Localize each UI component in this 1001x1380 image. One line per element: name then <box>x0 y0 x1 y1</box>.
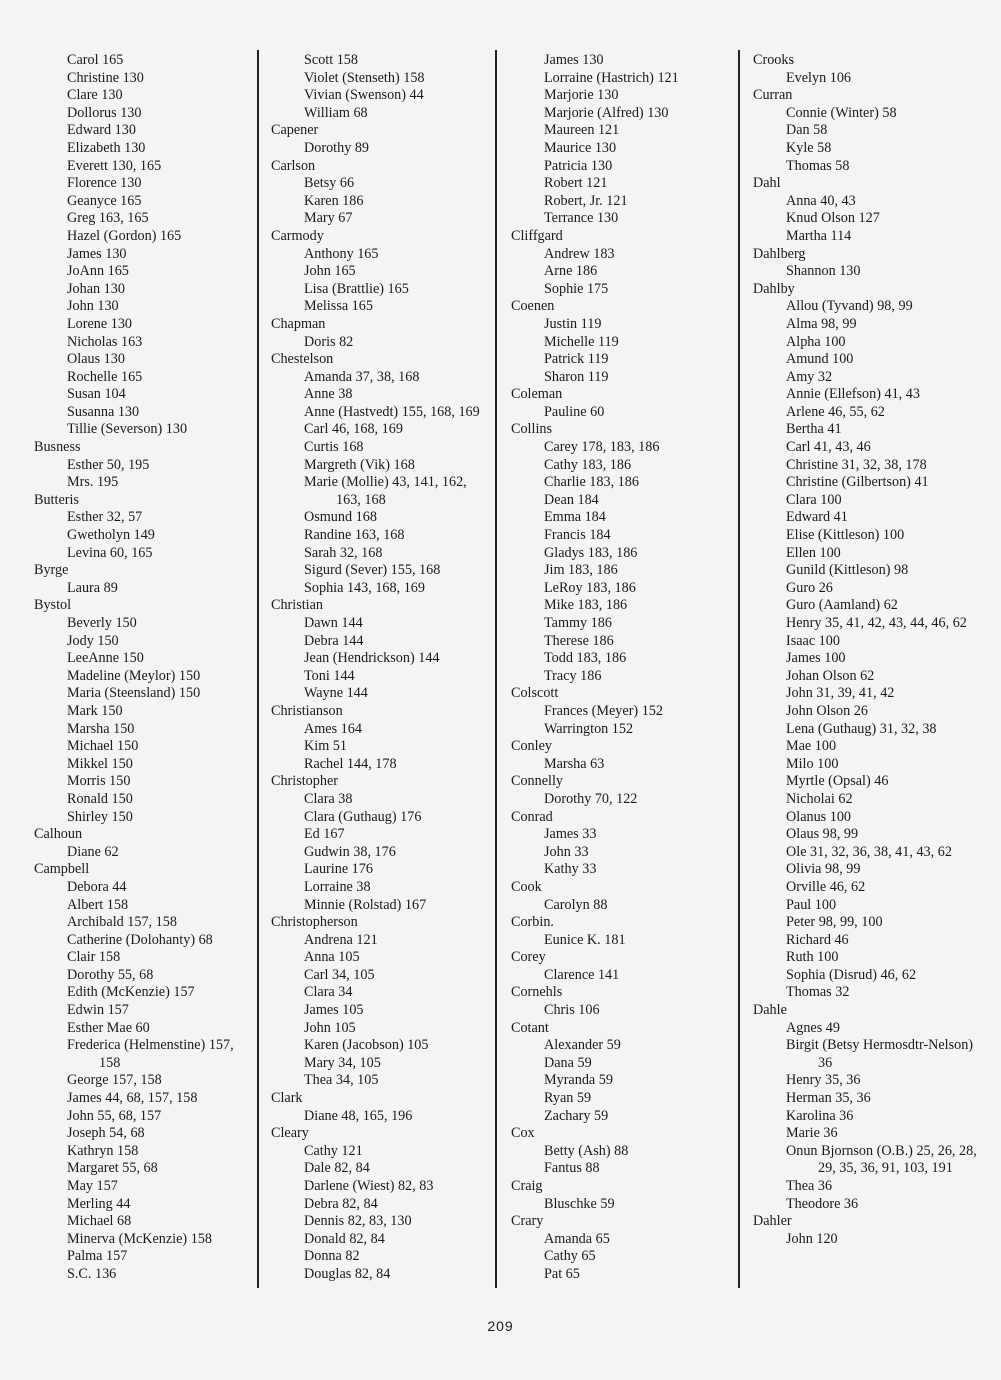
index-entry: Chris 106 <box>544 1002 600 1019</box>
index-entry: Ruth 100 <box>786 949 839 966</box>
index-entry: Paul 100 <box>786 896 837 913</box>
index-entry: Marjorie 130 <box>544 87 619 104</box>
index-entry: Kathryn 158 <box>67 1142 139 1159</box>
index-entry: John 165 <box>304 263 356 280</box>
index-surname: Calhoun <box>34 826 83 843</box>
index-entry: Anne (Hastvedt) 155, 168, 169 <box>304 403 480 420</box>
index-entry: John Olson 26 <box>786 702 868 719</box>
index-entry: Minnie (Rolstad) 167 <box>304 896 427 913</box>
index-entry: Alma 98, 99 <box>786 315 857 332</box>
index-entry: Nicholas 163 <box>67 333 143 350</box>
index-entry: Thomas 32 <box>786 984 850 1001</box>
index-entry: May 157 <box>67 1178 118 1194</box>
index-entry: Gudwin 38, 176 <box>304 843 396 860</box>
index-entry: Patrick 119 <box>544 351 609 368</box>
index-entry: Rachel 144, 178 <box>304 755 397 772</box>
index-entry: Debora 44 <box>67 878 127 895</box>
index-surname: Coenen <box>511 298 555 315</box>
index-entry: LeRoy 183, 186 <box>544 579 636 596</box>
index-surname: Dahlby <box>753 280 795 297</box>
index-entry: Merling 44 <box>67 1195 131 1212</box>
index-entry: Edward 130 <box>67 122 136 139</box>
index-entry: Todd 183, 186 <box>544 650 627 667</box>
index-entry: Florence 130 <box>67 175 142 192</box>
index-entry: Olanus 100 <box>786 808 852 825</box>
index-entry: Sophie 175 <box>544 280 609 297</box>
index-entry: Morris 150 <box>67 773 131 790</box>
index-entry: Sophia (Disrud) 46, 62 <box>786 966 917 983</box>
index-entry: Clara 38 <box>304 790 353 807</box>
index-entry: Marsha 150 <box>67 720 135 737</box>
index-entry: Karolina 36 <box>786 1107 854 1124</box>
index-column-4 <box>753 52 978 1248</box>
index-surname: Butteris <box>34 491 79 508</box>
index-entry: Lena (Guthaug) 31, 32, 38 <box>786 720 937 737</box>
index-entry: Zachary 59 <box>544 1107 609 1124</box>
index-entry: Esther Mae 60 <box>67 1019 150 1036</box>
index-entry: Francis 184 <box>544 527 611 544</box>
index-surname: Christianson <box>271 702 343 719</box>
index-entry: Carol 165 <box>67 52 124 68</box>
index-entry: Palma 157 <box>67 1248 128 1265</box>
index-entry: Mary 34, 105 <box>304 1054 381 1071</box>
index-entry: Scott 158 <box>304 52 358 68</box>
index-entry: Tillie (Severson) 130 <box>67 421 188 438</box>
index-entry: Dean 184 <box>544 491 599 508</box>
index-surname: Cliffgard <box>511 227 563 244</box>
index-entry: Birgit (Betsy Hermosdtr-Nelson) 36 <box>786 1037 974 1071</box>
index-entry: Henry 35, 41, 42, 43, 44, 46, 62 <box>786 615 967 631</box>
index-entry: Johan Olson 62 <box>786 667 875 684</box>
index-entry: LeeAnne 150 <box>67 650 144 667</box>
index-surname: Craig <box>511 1178 543 1194</box>
index-entry: Clair 158 <box>67 949 121 966</box>
index-entry: Sarah 32, 168 <box>304 544 383 561</box>
index-entry: Dennis 82, 83, 130 <box>304 1213 412 1230</box>
index-entry: Martha 114 <box>786 227 852 244</box>
index-entry: Onun Bjornson (O.B.) 25, 26, 28, 29, 35, 36, 91, 103, 191 <box>786 1142 977 1177</box>
index-surname: Chestelson <box>271 351 334 368</box>
index-entry: Christine (Gilbertson) 41 <box>786 474 929 491</box>
index-entry: Clara (Guthaug) 176 <box>304 808 422 825</box>
index-entry: Jody 150 <box>67 632 119 649</box>
index-entry: Pat 65 <box>544 1265 580 1282</box>
index-entry: Minerva (McKenzie) 158 <box>67 1230 212 1247</box>
index-entry: Carolyn 88 <box>544 896 608 913</box>
index-entry: Lorene 130 <box>67 315 133 332</box>
index-entry: Henry 35, 36 <box>786 1072 861 1089</box>
index-entry: Marsha 63 <box>544 755 605 772</box>
index-entry: Arlene 46, 55, 62 <box>786 403 885 420</box>
index-entry: Alexander 59 <box>544 1037 621 1054</box>
index-entry: Terrance 130 <box>544 210 619 227</box>
index-entry: Dana 59 <box>544 1054 592 1071</box>
index-entry: Archibald 157, 158 <box>67 914 177 931</box>
index-entry: Annie (Ellefson) 41, 43 <box>786 386 920 403</box>
index-entry: Violet (Stenseth) 158 <box>304 69 425 86</box>
index-entry: Dale 82, 84 <box>304 1160 370 1177</box>
index-entry: John 31, 39, 41, 42 <box>786 685 895 702</box>
index-entry: Everett 130, 165 <box>67 157 162 174</box>
index-entry: Lorraine (Hastrich) 121 <box>544 69 679 86</box>
index-entry: Jean (Hendrickson) 144 <box>304 650 440 667</box>
index-entry: Dorothy 70, 122 <box>544 790 638 807</box>
index-entry: Diane 48, 165, 196 <box>304 1107 413 1124</box>
index-entry: Edwin 157 <box>67 1002 129 1019</box>
index-entry: Allou (Tyvand) 98, 99 <box>786 298 913 315</box>
index-surname: Bystol <box>34 597 72 614</box>
index-entry: Dorothy 89 <box>304 139 370 156</box>
index-entry: Gladys 183, 186 <box>544 544 638 561</box>
index-surname: Conrad <box>511 808 553 825</box>
index-entry: Marie 36 <box>786 1125 838 1142</box>
index-entry: Cathy 121 <box>304 1142 363 1159</box>
index-surname: Christopherson <box>271 914 358 931</box>
index-entry: Emma 184 <box>544 509 606 526</box>
index-column-1 <box>34 52 249 1284</box>
index-entry: Diane 62 <box>67 843 119 860</box>
index-surname: Cotant <box>511 1019 549 1036</box>
index-surname: Coleman <box>511 386 563 403</box>
index-entry: Olivia 98, 99 <box>786 861 861 878</box>
index-entry: Maureen 121 <box>544 122 620 139</box>
index-entry: Vivian (Swenson) 44 <box>304 87 424 104</box>
index-surname: Colscott <box>511 685 559 702</box>
index-entry: Mary 67 <box>304 210 353 227</box>
index-surname: Capener <box>271 122 319 139</box>
index-entry: Clare 130 <box>67 87 123 104</box>
index-entry: Michelle 119 <box>544 333 619 350</box>
index-entry: Clarence 141 <box>544 966 620 983</box>
index-entry: Toni 144 <box>304 667 355 684</box>
index-entry: Laurine 176 <box>304 861 373 878</box>
index-entry: Cathy 65 <box>544 1248 596 1265</box>
index-entry: Isaac 100 <box>786 632 840 649</box>
index-surname: Collins <box>511 421 552 438</box>
index-entry: James 33 <box>544 826 597 843</box>
index-entry: Donald 82, 84 <box>304 1230 385 1247</box>
index-entry: Frances (Meyer) 152 <box>544 702 663 719</box>
index-entry: Anna 105 <box>304 949 360 966</box>
index-entry: Connie (Winter) 58 <box>786 104 897 121</box>
index-entry: John 120 <box>786 1230 838 1247</box>
index-entry: Nicholai 62 <box>786 790 853 807</box>
index-entry: Ronald 150 <box>67 790 133 807</box>
index-entry: Shirley 150 <box>67 808 133 825</box>
index-entry: Theodore 36 <box>786 1195 859 1212</box>
index-entry: Gunild (Kittleson) 98 <box>786 562 909 579</box>
index-entry: Frederica (Helmenstine) 157, 158 <box>67 1037 234 1071</box>
index-entry: Orville 46, 62 <box>786 878 866 895</box>
index-entry: Elizabeth 130 <box>67 139 146 156</box>
index-entry: Greg 163, 165 <box>67 210 149 227</box>
index-entry: Karen 186 <box>304 192 364 209</box>
index-entry: Carl 41, 43, 46 <box>786 439 871 456</box>
index-entry: Douglas 82, 84 <box>304 1265 391 1282</box>
index-entry: Justin 119 <box>544 315 602 332</box>
index-entry: Anthony 165 <box>304 245 379 262</box>
index-entry: Clara 100 <box>786 491 842 508</box>
index-entry: Kyle 58 <box>786 139 832 156</box>
index-entry: Debra 82, 84 <box>304 1195 378 1212</box>
index-entry: Susan 104 <box>67 386 126 403</box>
index-entry: Mrs. 195 <box>67 474 119 491</box>
index-entry: Thomas 58 <box>786 157 850 174</box>
index-entry: Doris 82 <box>304 333 354 350</box>
index-entry: Jim 183, 186 <box>544 562 618 579</box>
index-entry: Herman 35, 36 <box>786 1090 871 1107</box>
index-entry: Amy 32 <box>786 368 833 385</box>
index-entry: Guro 26 <box>786 579 833 596</box>
column-divider <box>738 50 740 1288</box>
index-entry: S.C. 136 <box>67 1265 117 1282</box>
index-entry: Agnes 49 <box>786 1019 840 1036</box>
index-entry: Wayne 144 <box>304 685 368 702</box>
index-entry: James 100 <box>786 650 846 667</box>
index-surname: Corey <box>511 949 546 966</box>
index-entry: Christine 130 <box>67 69 144 86</box>
index-entry: Debra 144 <box>304 632 364 649</box>
index-entry: Cathy 183, 186 <box>544 456 632 473</box>
index-entry: Marie (Mollie) 43, 141, 162, 163, 168 <box>304 474 467 508</box>
index-entry: James 44, 68, 157, 158 <box>67 1090 198 1107</box>
index-entry: Robert 121 <box>544 175 608 192</box>
index-entry: Margaret 55, 68 <box>67 1160 158 1177</box>
index-entry: Madeline (Meylor) 150 <box>67 667 201 684</box>
index-entry: Mae 100 <box>786 738 837 755</box>
index-entry: Sharon 119 <box>544 368 609 385</box>
index-entry: Robert, Jr. 121 <box>544 192 628 209</box>
index-entry: Tammy 186 <box>544 615 612 631</box>
index-entry: Michael 150 <box>67 738 139 755</box>
index-entry: Anne 38 <box>304 386 353 403</box>
index-entry: Amanda 37, 38, 168 <box>304 368 420 385</box>
index-surname: Carlson <box>271 157 316 174</box>
index-entry: James 130 <box>67 245 127 262</box>
index-entry: Andrew 183 <box>544 245 615 262</box>
index-entry: Dorothy 55, 68 <box>67 966 154 983</box>
index-entry: Amund 100 <box>786 351 854 368</box>
index-entry: Albert 158 <box>67 896 129 913</box>
index-entry: Maurice 130 <box>544 139 617 156</box>
index-entry: Christine 31, 32, 38, 178 <box>786 456 927 473</box>
index-entry: John 105 <box>304 1019 356 1036</box>
index-surname: Byrge <box>34 562 69 579</box>
index-surname: Busness <box>34 439 81 456</box>
index-entry: Mike 183, 186 <box>544 597 628 614</box>
index-entry: Ellen 100 <box>786 544 841 561</box>
index-entry: Clara 34 <box>304 984 353 1001</box>
index-entry: Esther 50, 195 <box>67 456 150 473</box>
index-entry: Betsy 66 <box>304 175 355 192</box>
index-entry: Edward 41 <box>786 509 848 526</box>
index-entry: Thea 34, 105 <box>304 1072 379 1089</box>
index-entry: Dan 58 <box>786 122 828 139</box>
index-entry: James 105 <box>304 1002 364 1019</box>
column-divider <box>495 50 497 1288</box>
index-entry: Evelyn 106 <box>786 69 852 86</box>
index-entry: Karen (Jacobson) 105 <box>304 1037 429 1054</box>
index-entry: Joseph 54, 68 <box>67 1125 145 1142</box>
index-surname: Conley <box>511 738 552 755</box>
index-entry: Randine 163, 168 <box>304 527 405 544</box>
index-entry: Lorraine 38 <box>304 878 371 895</box>
index-surname: Dahle <box>753 1002 787 1019</box>
index-entry: Sophia 143, 168, 169 <box>304 579 425 596</box>
index-entry: Maria (Steensland) 150 <box>67 685 201 702</box>
index-entry: Amanda 65 <box>544 1230 610 1247</box>
column-divider <box>257 50 259 1288</box>
index-entry: Bertha 41 <box>786 421 842 438</box>
index-surname: Connelly <box>511 773 564 790</box>
index-entry: Ed 167 <box>304 826 345 843</box>
index-entry: Fantus 88 <box>544 1160 600 1177</box>
index-entry: Guro (Aamland) 62 <box>786 597 898 614</box>
index-surname: Dahler <box>753 1213 792 1230</box>
index-entry: Anna 40, 43 <box>786 192 856 209</box>
index-entry: Carl 34, 105 <box>304 966 375 983</box>
index-entry: Patricia 130 <box>544 157 613 174</box>
index-entry: Mark 150 <box>67 702 123 719</box>
index-surname: Carmody <box>271 227 324 244</box>
index-entry: Myranda 59 <box>544 1072 613 1089</box>
index-entry: Marjorie (Alfred) 130 <box>544 104 669 121</box>
index-surname: Crary <box>511 1213 544 1230</box>
index-surname: Dahl <box>753 175 781 192</box>
index-surname: Chapman <box>271 315 326 332</box>
index-entry: Warrington 152 <box>544 720 634 737</box>
index-column-3 <box>511 52 731 1284</box>
index-surname: Corbin. <box>511 914 554 931</box>
index-entry: Therese 186 <box>544 632 614 649</box>
index-entry: Carey 178, 183, 186 <box>544 439 660 456</box>
index-surname: Clark <box>271 1090 303 1107</box>
index-column-2 <box>271 52 486 1284</box>
index-entry: Bluschke 59 <box>544 1195 615 1212</box>
index-entry: Dawn 144 <box>304 615 363 631</box>
index-entry: John 33 <box>544 843 589 860</box>
index-entry: Knud Olson 127 <box>786 210 880 227</box>
index-entry: James 130 <box>544 52 604 68</box>
index-entry: Margreth (Vik) 168 <box>304 456 415 473</box>
page-number: 209 <box>487 1318 514 1334</box>
index-entry: Donna 82 <box>304 1248 360 1265</box>
index-entry: Geanyce 165 <box>67 192 142 209</box>
index-entry: John 55, 68, 157 <box>67 1107 162 1124</box>
index-entry: Beverly 150 <box>67 615 137 631</box>
index-entry: Ryan 59 <box>544 1090 592 1107</box>
index-entry: Mikkel 150 <box>67 755 133 772</box>
index-entry: Thea 36 <box>786 1178 833 1194</box>
index-entry: Michael 68 <box>67 1213 132 1230</box>
index-entry: Betty (Ash) 88 <box>544 1142 629 1159</box>
index-entry: Catherine (Dolohanty) 68 <box>67 931 213 948</box>
index-entry: Kim 51 <box>304 738 347 755</box>
index-entry: Tracy 186 <box>544 667 602 684</box>
index-entry: Peter 98, 99, 100 <box>786 914 883 931</box>
index-entry: Melissa 165 <box>304 298 373 315</box>
index-entry: Levina 60, 165 <box>67 544 153 561</box>
index-entry: Myrtle (Opsal) 46 <box>786 773 889 790</box>
index-entry: George 157, 158 <box>67 1072 162 1089</box>
index-surname: Cornehls <box>511 984 563 1001</box>
index-entry: Edith (McKenzie) 157 <box>67 984 195 1001</box>
index-entry: Laura 89 <box>67 579 118 596</box>
index-entry: Shannon 130 <box>786 263 861 280</box>
index-entry: Eunice K. 181 <box>544 931 626 948</box>
index-entry: Olaus 130 <box>67 351 125 368</box>
index-entry: Ole 31, 32, 36, 38, 41, 43, 62 <box>786 843 952 860</box>
index-entry: Richard 46 <box>786 931 849 948</box>
index-entry: Alpha 100 <box>786 333 846 350</box>
index-entry: Sigurd (Sever) 155, 168 <box>304 562 441 579</box>
index-entry: Arne 186 <box>544 263 598 280</box>
index-entry: Rochelle 165 <box>67 368 143 385</box>
index-entry: Esther 32, 57 <box>67 509 143 526</box>
index-entry: Lisa (Brattlie) 165 <box>304 280 409 297</box>
index-entry: Curtis 168 <box>304 439 364 456</box>
index-entry: Pauline 60 <box>544 403 605 420</box>
index-surname: Cox <box>511 1125 535 1142</box>
index-entry: Johan 130 <box>67 280 125 297</box>
index-surname: Christopher <box>271 773 338 790</box>
index-entry: John 130 <box>67 298 119 315</box>
index-entry: Elise (Kittleson) 100 <box>786 527 905 544</box>
index-entry: Gwetholyn 149 <box>67 527 155 544</box>
index-surname: Dahlberg <box>753 245 806 262</box>
index-entry: Carl 46, 168, 169 <box>304 421 403 438</box>
index-entry: Osmund 168 <box>304 509 377 526</box>
index-surname: Campbell <box>34 861 90 878</box>
index-surname: Cook <box>511 878 542 895</box>
index-entry: JoAnn 165 <box>67 263 129 280</box>
index-entry: Darlene (Wiest) 82, 83 <box>304 1178 434 1194</box>
index-surname: Curran <box>753 87 793 104</box>
index-entry: Milo 100 <box>786 755 839 772</box>
index-entry: Olaus 98, 99 <box>786 826 859 843</box>
index-surname: Christian <box>271 597 324 614</box>
index-entry: William 68 <box>304 104 368 121</box>
index-entry: Hazel (Gordon) 165 <box>67 227 182 244</box>
index-entry: Charlie 183, 186 <box>544 474 639 491</box>
index-surname: Crooks <box>753 52 794 68</box>
index-entry: Ames 164 <box>304 720 362 737</box>
index-entry: Kathy 33 <box>544 861 597 878</box>
index-surname: Cleary <box>271 1125 309 1142</box>
index-entry: Andrena 121 <box>304 931 378 948</box>
index-entry: Dollorus 130 <box>67 104 142 121</box>
index-entry: Susanna 130 <box>67 403 140 420</box>
